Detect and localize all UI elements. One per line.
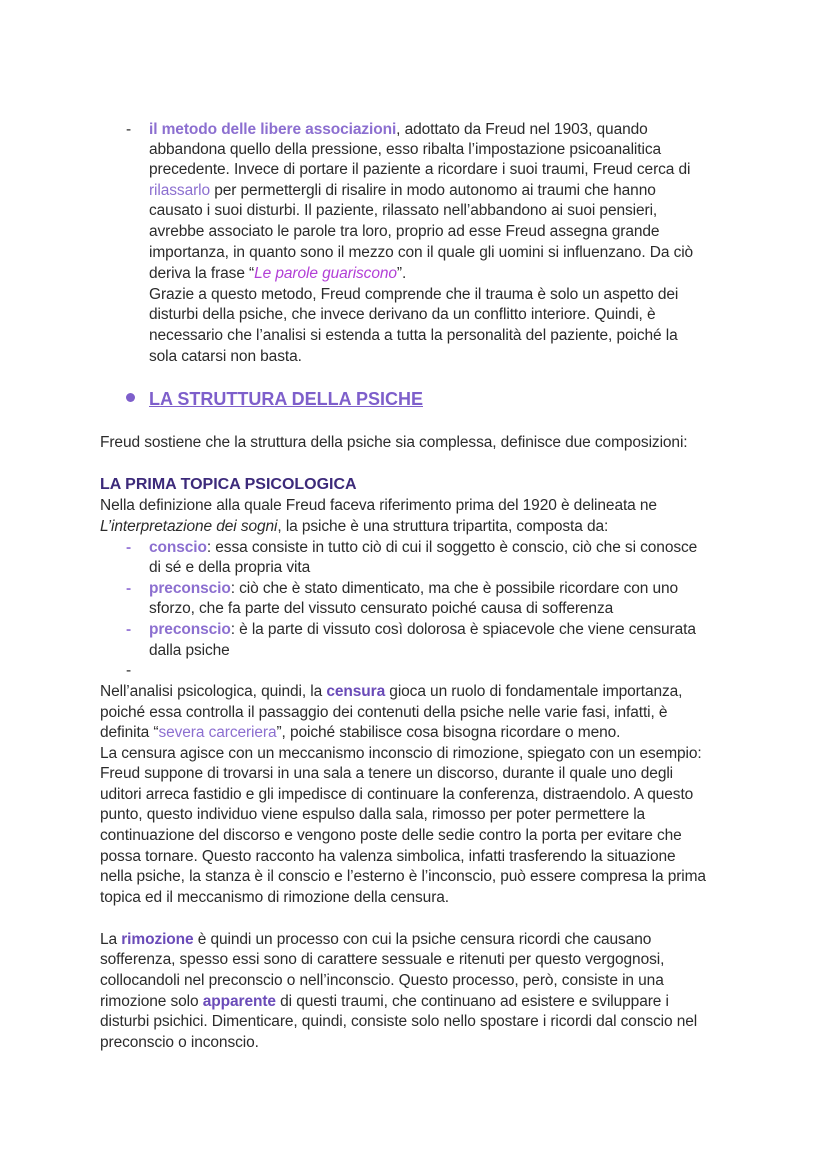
list-item: conscio: essa consiste in tutto ciò di cui il soggetto è conscio, ciò che si conosce xyxy=(149,539,698,556)
list-dash: - xyxy=(126,539,132,556)
intro-paragraph: Freud sostiene che la struttura della psiche sia complessa, definisce due composizioni: xyxy=(100,434,688,451)
list-item-line: sforzo, che fa parte del vissuto censurato poiché causa di sofferenza xyxy=(149,600,614,617)
paragraph-line: definita “severa carceriera”, poiché stabilisce cosa bisogna ricordare o meno. xyxy=(100,724,621,741)
subheading: LA PRIMA TOPICA PSICOLOGICA xyxy=(100,476,357,493)
list-dash: - xyxy=(126,121,132,138)
paragraph-line: avrebbe associato le parole tra loro, proprio ad esse Freud assegna grande xyxy=(149,223,660,240)
paragraph-line: disturbi psichici. Dimenticare, quindi, consiste solo nello spostare i ricordi dal conscio nel xyxy=(100,1013,698,1030)
quote-le-parole-guariscono: Le parole guariscono xyxy=(254,265,397,282)
term-conscio: conscio xyxy=(149,539,207,556)
paragraph-line: il metodo delle libere associazioni, adottato da Freud nel 1903, quando xyxy=(149,121,648,138)
section-heading: LA STRUTTURA DELLA PSICHE xyxy=(149,389,423,409)
bullet-icon xyxy=(126,393,135,402)
paragraph-line: La rimozione è quindi un processo con cui la psiche censura ricordi che causano xyxy=(100,931,652,948)
paragraph-line: disturbi della psiche, che invece derivano da un conflitto interiore. Quindi, è xyxy=(149,306,656,323)
paragraph-line: punto, questo individuo viene espulso dalla sala, rimosso per poter permettere la xyxy=(100,806,646,823)
paragraph-line: deriva la frase “Le parole guariscono”. xyxy=(149,265,407,282)
paragraph-line: Nella definizione alla quale Freud faceva riferimento prima del 1920 è delineata ne xyxy=(100,497,657,514)
paragraph-line: continuazione del discorso e vengono poste delle sedie contro la porta per evitare che xyxy=(100,827,682,844)
list-item-line: dalla psiche xyxy=(149,642,230,659)
paragraph-line: Grazie a questo metodo, Freud comprende che il trauma è solo un aspetto dei xyxy=(149,286,679,303)
paragraph-line: topica ed il meccanismo di rimozione della censura. xyxy=(100,889,449,906)
term-severa-carceriera: severa carceriera xyxy=(158,724,277,741)
term-apparente: apparente xyxy=(202,993,276,1010)
paragraph-line: La censura agisce con un meccanismo inconscio di rimozione, spiegato con un esempio: xyxy=(100,745,702,762)
paragraph-line: poiché essa controlla il passaggio dei contenuti della psiche nelle varie fasi, infatti, è xyxy=(100,704,668,721)
paragraph-line: uditori arreca fastidio e gli impedisce di continuare la conferenza, distraendolo. A questo xyxy=(100,786,694,803)
paragraph-line: rilassarlo per permettergli di risalire in modo autonomo ai traumi che hanno xyxy=(149,182,656,199)
paragraph-line: collocandoli nel preconscio o nell’inconscio. Questo processo, però, consiste in una xyxy=(100,972,664,989)
list-dash: - xyxy=(126,662,132,679)
paragraph-line: rimozione solo apparente di questi traumi, che continuano ad esistere e sviluppare i xyxy=(100,993,669,1010)
paragraph-line: importanza, in quanto sono il mezzo con il quale gli uomini si influenzano. Da ciò xyxy=(149,244,694,261)
paragraph-line: nella psiche, la stanza è il conscio e l’esterno è l’inconscio, può essere compresa la prima xyxy=(100,868,706,885)
term-rilassarlo: rilassarlo xyxy=(149,182,211,199)
list-item: preconscio: è la parte di vissuto così dolorosa è spiacevole che viene censurata xyxy=(149,621,696,638)
term-libere-associazioni: il metodo delle libere associazioni xyxy=(149,121,397,138)
term-rimozione: rimozione xyxy=(121,931,194,948)
paragraph-line: sofferenza, spesso essi sono di carattere sessuale e ritenuti per questo vergognosi, xyxy=(100,951,665,968)
paragraph-line: possa tornare. Questo racconto ha valenza simbolica, infatti trasferendo la situazione xyxy=(100,848,676,865)
paragraph-line: Freud suppone di trovarsi in una sala a tenere un discorso, durante il quale uno degli xyxy=(100,765,674,782)
list-dash: - xyxy=(126,621,132,638)
paragraph-line: necessario che l’analisi si estenda a tutta la personalità del paziente, poiché la xyxy=(149,327,678,344)
paragraph-line: L’interpretazione dei sogni, la psiche è una struttura tripartita, composta da: xyxy=(100,518,609,535)
paragraph-line: preconscio o inconscio. xyxy=(100,1034,259,1051)
paragraph-line: abbandona quello della pressione, esso ribalta l’impostazione psicoanalitica xyxy=(149,141,661,158)
book-title: L’interpretazione dei sogni xyxy=(100,518,278,535)
paragraph-line: precedente. Invece di portare il paziente a ricordare i suoi traumi, Freud cerca di xyxy=(149,161,691,178)
paragraph-line: Nell’analisi psicologica, quindi, la censura gioca un ruolo di fondamentale importanza, xyxy=(100,683,683,700)
list-dash: - xyxy=(126,580,132,597)
term-preconscio: preconscio xyxy=(149,580,231,597)
term-censura: censura xyxy=(326,683,386,700)
list-item: preconscio: ciò che è stato dimenticato, ma che è possibile ricordare con uno xyxy=(149,580,679,597)
paragraph-line: sola catarsi non basta. xyxy=(149,348,302,365)
term-preconscio: preconscio xyxy=(149,621,231,638)
paragraph-line: causato i suoi disturbi. Il paziente, rilassato nell’abbandono ai suoi pensieri, xyxy=(149,202,658,219)
list-item-line: di sé e della propria vita xyxy=(149,559,311,576)
